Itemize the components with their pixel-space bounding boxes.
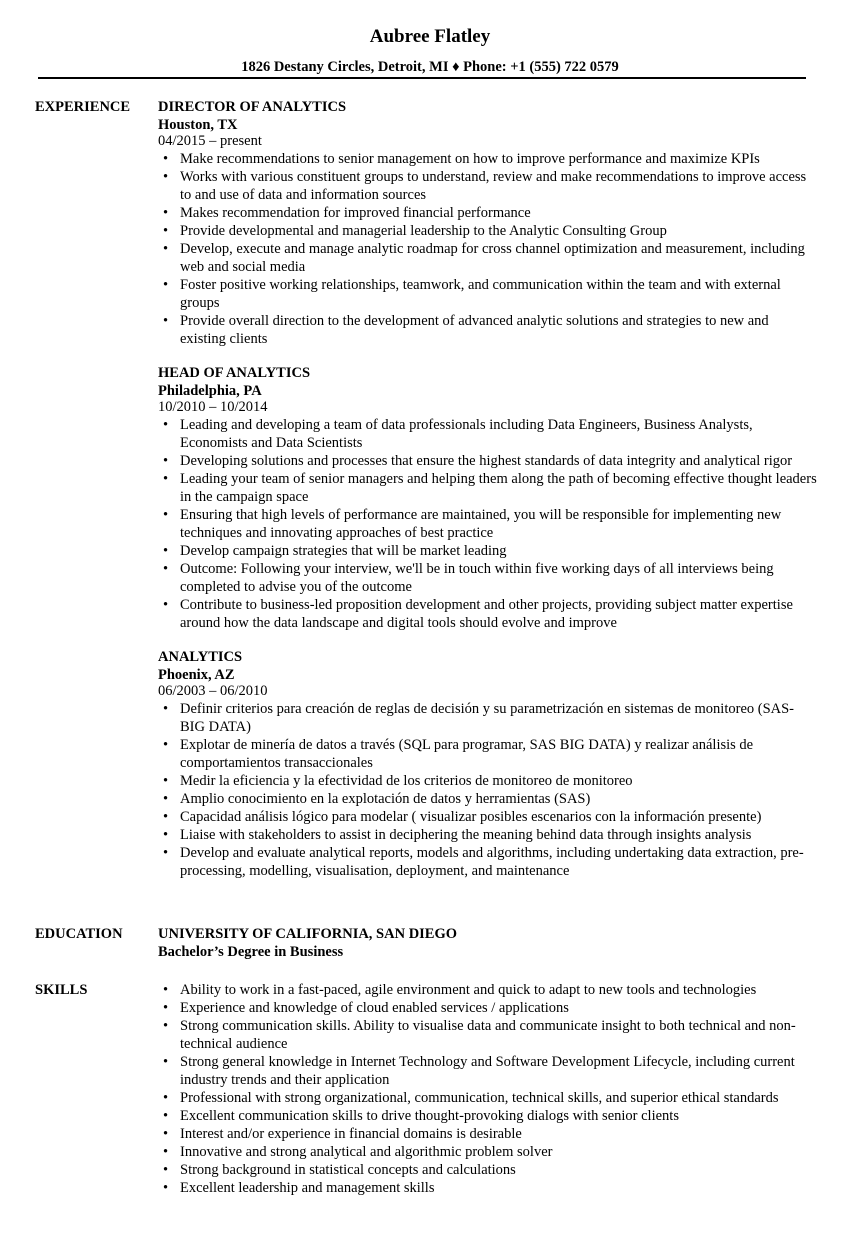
bullet-item: • Foster positive working relationships, teamwork, and communication within the team and with external groups (180, 276, 818, 312)
bullet-item: • Works with various constituent groups to understand, review and make recommendations to improve access to and use of data and information sources (180, 168, 818, 204)
bullet-item: • Developing solutions and processes that ensure the highest standards of data integrity and analytical rigor (180, 452, 818, 470)
bullet-item: • Ensuring that high levels of performance are maintained, you will be responsible for implementing new techniques and innovating approaches of best practice (180, 506, 818, 542)
skill-item: • Strong communication skills. Ability to visualise data and communicate insight to both technical and non-technical audience (180, 1017, 818, 1053)
bullet-item: • Medir la eficiencia y la efectividad de los criterios de monitoreo de monitoreo (180, 772, 818, 790)
skill-item: • Experience and knowledge of cloud enabled services / applications (180, 999, 818, 1017)
skill-item: • Excellent communication skills to drive thought-provoking dialogs with senior clients (180, 1107, 818, 1125)
job-bullets (158, 700, 818, 880)
job-dates: 06/2003 – 06/2010 (158, 683, 268, 699)
skills-heading: SKILLS (35, 982, 88, 998)
job-location: Phoenix, AZ (158, 667, 235, 683)
bullet-item: • Amplio conocimiento en la explotación de datos y herramientas (SAS) (180, 790, 818, 808)
experience-heading: EXPERIENCE (35, 99, 131, 115)
bullet-item: • Leading and developing a team of data professionals including Data Engineers, Business Analysts, Economists and Data Scientists (180, 416, 818, 452)
skill-item: • Excellent leadership and management skills (180, 1179, 818, 1197)
degree-name: Bachelor’s Degree in Business (158, 944, 344, 960)
job-entry (158, 364, 818, 632)
job-bullets (158, 150, 818, 348)
education-body (158, 925, 818, 961)
candidate-name: Aubree Flatley (369, 26, 491, 47)
school-name: UNIVERSITY OF CALIFORNIA, SAN DIEGO (158, 926, 458, 942)
job-title: DIRECTOR OF ANALYTICS (158, 99, 347, 115)
skill-item: • Ability to work in a fast-paced, agile environment and quick to adapt to new tools and technologies (180, 981, 818, 999)
contact-line: 1826 Destany Circles, Detroit, MI ♦ Phone: +1 (555) 722 0579 (241, 59, 619, 75)
job-location: Houston, TX (158, 117, 238, 133)
job-title: ANALYTICS (158, 649, 243, 665)
bullet-item: • Provide overall direction to the development of advanced analytic solutions and strategies to new and existing clients (180, 312, 818, 348)
bullet-item: • Outcome: Following your interview, we'll be in touch within five working days of all interviews being completed to advise you of the outcome (180, 560, 818, 596)
skill-item: • Professional with strong organizational, communication, technical skills, and superior ethical standards (180, 1089, 818, 1107)
skills-body (158, 981, 818, 1197)
bullet-item: • Provide developmental and managerial leadership to the Analytic Consulting Group (180, 222, 818, 240)
job-bullets (158, 416, 818, 632)
bullet-item: • Make recommendations to senior management on how to improve performance and maximize KPIs (180, 150, 818, 168)
skill-item: • Strong background in statistical concepts and calculations (180, 1161, 818, 1179)
bullet-item: • Capacidad análisis lógico para modelar ( visualizar posibles escenarios con la información presente) (180, 808, 818, 826)
header-divider (38, 77, 806, 79)
bullet-item: • Liaise with stakeholders to assist in deciphering the meaning behind data through insights analysis (180, 826, 818, 844)
job-title: HEAD OF ANALYTICS (158, 365, 311, 381)
bullet-item: • Develop, execute and manage analytic roadmap for cross channel optimization and measurement, including web and social media (180, 240, 818, 276)
bullet-item: • Explotar de minería de datos a través (SQL para programar, SAS BIG DATA) y realizar análisis de comportamientos transaccionales (180, 736, 818, 772)
job-entry (158, 98, 818, 348)
experience-body (158, 98, 818, 896)
job-location: Philadelphia, PA (158, 383, 262, 399)
education-heading: EDUCATION (35, 926, 123, 942)
skill-item: • Interest and/or experience in financial domains is desirable (180, 1125, 818, 1143)
bullet-item: • Definir criterios para creación de reglas de decisión y su parametrización en sistemas de monitoreo (SAS-BIG DATA) (180, 700, 818, 736)
bullet-item: • Contribute to business-led proposition development and other projects, providing subject matter expertise around how the data landscape and digital tools should evolve and improve (180, 596, 818, 632)
bullet-item: • Develop and evaluate analytical reports, models and algorithms, including undertaking data extraction, pre-processing, modelling, visualisation, deployment, and maintenance (180, 844, 818, 880)
bullet-item: • Leading your team of senior managers and helping them along the path of becoming effective thought leaders in the campaign space (180, 470, 818, 506)
skills-list (158, 981, 818, 1197)
job-dates: 10/2010 – 10/2014 (158, 399, 268, 415)
skill-item: • Innovative and strong analytical and algorithmic problem solver (180, 1143, 818, 1161)
job-dates: 04/2015 – present (158, 133, 262, 149)
job-entry (158, 648, 818, 880)
bullet-item: • Develop campaign strategies that will be market leading (180, 542, 818, 560)
skill-item: • Strong general knowledge in Internet Technology and Software Development Lifecycle, including current industry trends and their application (180, 1053, 818, 1089)
bullet-item: • Makes recommendation for improved financial performance (180, 204, 818, 222)
